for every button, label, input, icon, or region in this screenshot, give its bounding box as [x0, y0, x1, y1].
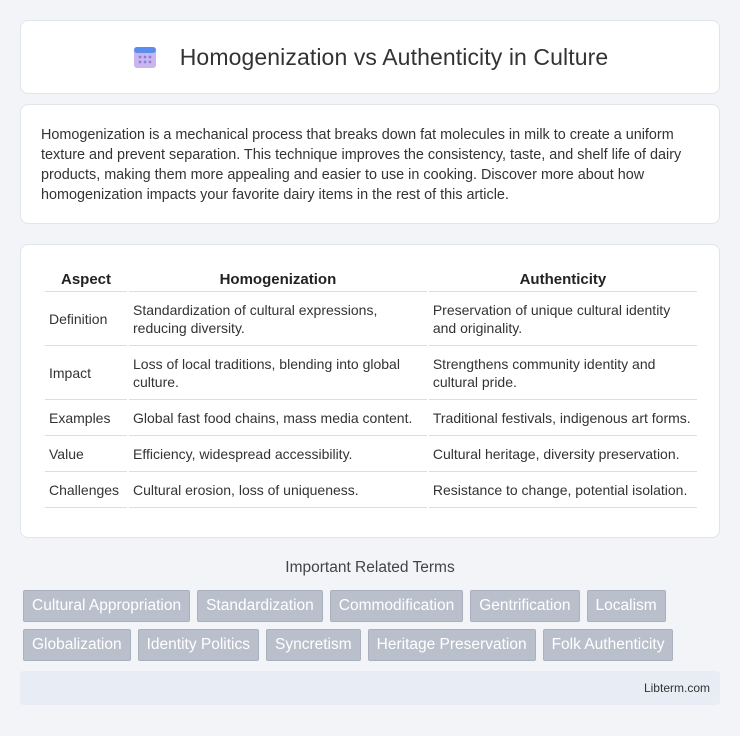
table-cell: Efficiency, widespread accessibility. — [129, 438, 427, 472]
column-header: Aspect — [45, 267, 127, 292]
table-cell: Value — [45, 438, 127, 472]
related-term-tag[interactable]: Syncretism — [266, 629, 361, 661]
table-row — [45, 402, 697, 436]
table-cell: Impact — [45, 348, 127, 400]
footer — [20, 671, 720, 705]
footer-brand-link[interactable]: Libterm.com — [643, 681, 710, 695]
table-cell: Traditional festivals, indigenous art forms. — [429, 402, 697, 436]
related-term-tag[interactable]: Identity Politics — [138, 629, 259, 661]
related-term-tag[interactable]: Commodification — [330, 590, 463, 622]
table-cell: Global fast food chains, mass media content. — [129, 402, 427, 436]
table-row — [45, 474, 697, 508]
table-header-row — [45, 267, 697, 292]
related-term-tag[interactable]: Globalization — [23, 629, 131, 661]
column-header: Authenticity — [429, 267, 697, 292]
table-cell: Cultural erosion, loss of uniqueness. — [129, 474, 427, 508]
title-card — [20, 20, 720, 94]
related-term-tag[interactable]: Cultural Appropriation — [23, 590, 190, 622]
table-cell: Examples — [45, 402, 127, 436]
table-row — [45, 438, 697, 472]
comparison-table-card — [20, 244, 720, 538]
table-row — [45, 348, 697, 400]
related-term-tag[interactable]: Gentrification — [470, 590, 579, 622]
related-term-tag[interactable]: Standardization — [197, 590, 323, 622]
comparison-table — [43, 265, 699, 510]
column-header: Homogenization — [129, 267, 427, 292]
table-cell: Challenges — [45, 474, 127, 508]
related-terms-list — [23, 590, 723, 661]
table-row — [45, 294, 697, 346]
related-term-tag[interactable]: Folk Authenticity — [543, 629, 674, 661]
table-cell: Resistance to change, potential isolation. — [429, 474, 697, 508]
table-cell: Cultural heritage, diversity preservation. — [429, 438, 697, 472]
intro-text: Homogenization is a mechanical process that breaks down fat molecules in milk to create a uniform texture and prevent separation. This technique improves the consistency, taste, and shelf life of dairy products, making them more appealing and easier to use in cooking. Discover more about how homogenization impacts your favorite dairy items in the rest of this article. — [41, 127, 682, 203]
calendar-grid-icon — [132, 44, 158, 70]
related-terms-title: Important Related Terms — [285, 559, 455, 576]
related-term-tag[interactable]: Localism — [587, 590, 666, 622]
table-cell: Loss of local traditions, blending into global culture. — [129, 348, 427, 400]
page-title: Homogenization vs Authenticity in Culture — [179, 43, 609, 70]
table-cell: Standardization of cultural expressions, reducing diversity. — [129, 294, 427, 346]
table-cell: Definition — [45, 294, 127, 346]
table-cell: Strengthens community identity and cultural pride. — [429, 348, 697, 400]
table-cell: Preservation of unique cultural identity and originality. — [429, 294, 697, 346]
related-term-tag[interactable]: Heritage Preservation — [368, 629, 536, 661]
intro-card — [20, 104, 720, 224]
